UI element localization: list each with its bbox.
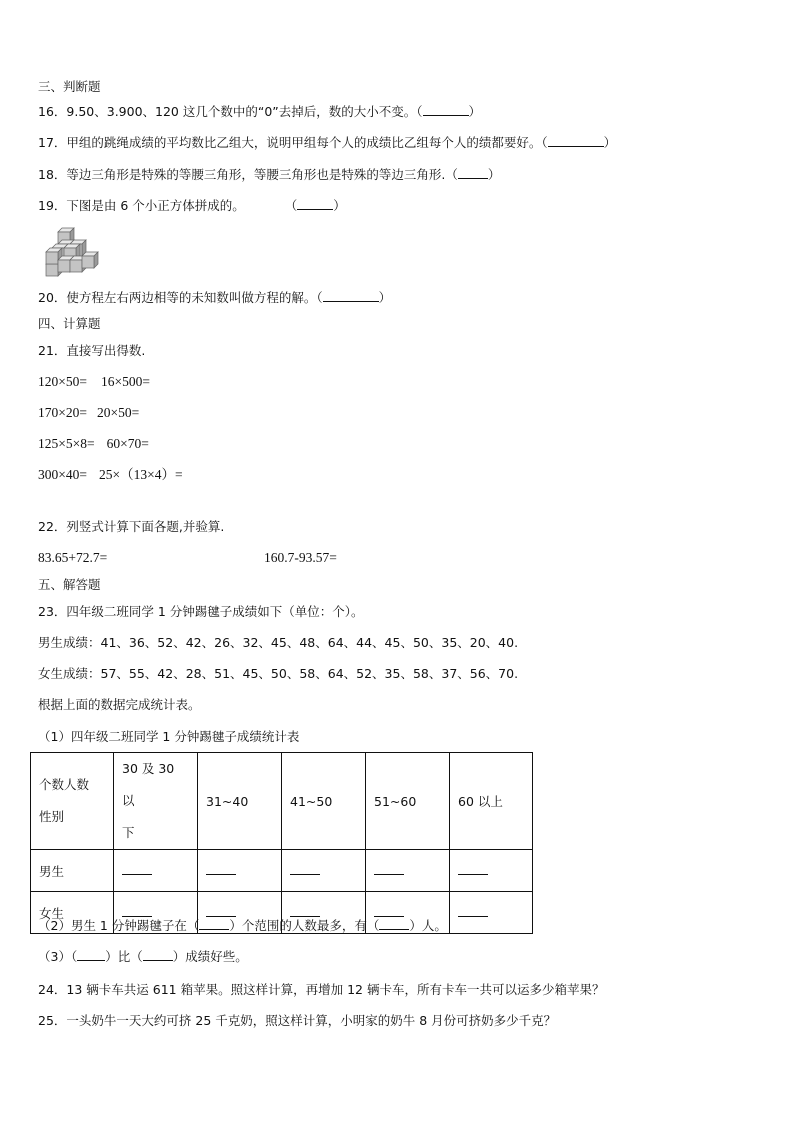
header-range-31-40: 31~40 <box>198 753 282 850</box>
question-23: 23．四年级二班同学 1 分钟踢毽子成绩如下（单位：个）。 <box>38 604 364 619</box>
corner-label-top: 个数人数 <box>39 777 90 792</box>
calc-row-4 <box>38 467 183 483</box>
fill-cell[interactable] <box>282 850 366 892</box>
question-20-text: 20．使方程左右两边相等的未知数叫做方程的解。（ <box>38 290 323 305</box>
calc-expr: 300×40= <box>38 467 87 482</box>
question-18-text: 18．等边三角形是特殊的等腰三角形，等腰三角形也是特殊的等边三角形.（ <box>38 167 458 182</box>
question-18 <box>38 167 500 183</box>
question-17 <box>38 135 616 151</box>
question-17-end: ） <box>603 135 617 150</box>
calc-expr: 120×50= <box>38 374 87 389</box>
calc-expr: 170×20= <box>38 405 87 420</box>
calc-row-2 <box>38 405 139 421</box>
cube-stack-figure <box>44 226 100 278</box>
header-range-60-above: 60 以上 <box>450 753 533 850</box>
table-title: （1）四年级二班同学 1 分钟踢毽子成绩统计表 <box>38 729 300 744</box>
boys-scores: 男生成绩：41、36、52、42、26、32、45、48、64、44、45、50、35、20、40. <box>38 635 519 650</box>
question-21: 21．直接写出得数. <box>38 343 146 358</box>
q23-3-part-b: ）比（ <box>105 949 143 964</box>
header-range-30-line2: 下 <box>122 825 135 840</box>
answer-blank-23-2-range[interactable] <box>199 918 229 930</box>
question-19-paren-close: ） <box>333 198 346 213</box>
question-16-end: ） <box>468 104 482 119</box>
header-range-30-line1: 30 及 30 以 <box>122 761 175 808</box>
corner-label-bottom: 性别 <box>39 809 65 824</box>
question-19-text: 19．下图是由 6 个小正方体拼成的。 <box>38 198 245 213</box>
calc-expr: 16×500= <box>100 374 150 389</box>
calc-expr: 60×70= <box>106 436 149 451</box>
question-16 <box>38 104 481 120</box>
answer-blank-23-2-count[interactable] <box>379 918 409 930</box>
question-22: 22．列竖式计算下面各题,并验算. <box>38 519 225 534</box>
answer-blank-20[interactable] <box>323 290 379 302</box>
header-range-30-below <box>114 753 198 850</box>
table-header-row <box>31 753 533 850</box>
question-17-text: 17．甲组的跳绳成绩的平均数比乙组大，说明甲组每个人的成绩比乙组每个人的绩都要好。（ <box>38 135 548 150</box>
question-23-2 <box>38 918 447 934</box>
q23-3-part-c: ）成绩好些。 <box>172 949 248 964</box>
answer-blank-16[interactable] <box>423 104 469 116</box>
q23-2-part-c: ）人。 <box>409 918 447 933</box>
question-19 <box>38 198 346 214</box>
fill-cell[interactable] <box>450 850 533 892</box>
row-label-girls: 女生 <box>31 892 114 934</box>
question-16-text: 16．9.50、3.900、120 这几个数中的“0”去掉后，数的大小不变。（ <box>38 104 423 119</box>
table-corner-cell <box>31 753 114 850</box>
fill-cell[interactable] <box>450 892 533 934</box>
header-range-41-50: 41~50 <box>282 753 366 850</box>
calc-expr: 125×5×8= <box>38 436 95 451</box>
section-title-judgement: 三、判断题 <box>38 79 101 94</box>
q23-2-part-b: ）个范围的人数最多，有（ <box>229 918 380 933</box>
q23-2-part-a: （2）男生 1 分钟踢毽子在（ <box>38 918 200 933</box>
q23-3-part-a: （3）（ <box>38 949 78 964</box>
vertical-calc-a: 83.65+72.7= <box>38 550 108 565</box>
fill-cell[interactable] <box>114 850 198 892</box>
instruction: 根据上面的数据完成统计表。 <box>38 697 201 712</box>
section-title-calculation: 四、计算题 <box>38 316 101 331</box>
answer-blank-19[interactable] <box>297 198 333 210</box>
table-row-boys <box>31 850 533 892</box>
calc-row-1 <box>38 374 150 390</box>
calc-expr: 25×（13×4）= <box>98 467 183 482</box>
calc-row-3 <box>38 436 149 452</box>
row-label-boys: 男生 <box>31 850 114 892</box>
girls-scores: 女生成绩：57、55、42、28、51、45、50、58、64、52、35、58、37、56、70. <box>38 666 519 681</box>
question-25: 25．一头奶牛一天大约可挤 25 千克奶，照这样计算，小明家的奶牛 8 月份可挤奶多少千克？ <box>38 1013 557 1028</box>
section-title-word-problems: 五、解答题 <box>38 577 101 592</box>
question-23-3 <box>38 949 248 965</box>
question-18-end: ） <box>487 167 501 182</box>
question-20-end: ） <box>378 290 392 305</box>
answer-blank-23-3-first[interactable] <box>77 949 105 961</box>
vertical-calc-b: 160.7-93.57= <box>264 550 337 565</box>
score-statistics-table <box>30 752 533 934</box>
question-20 <box>38 290 391 306</box>
header-range-51-60: 51~60 <box>366 753 450 850</box>
answer-blank-18[interactable] <box>458 167 488 179</box>
question-24: 24．13 辆卡车共运 611 箱苹果。照这样计算，再增加 12 辆卡车，所有卡车一共可以运多少箱苹果？ <box>38 982 605 997</box>
fill-cell[interactable] <box>366 850 450 892</box>
calc-expr: 20×50= <box>96 405 140 420</box>
fill-cell[interactable] <box>198 850 282 892</box>
answer-blank-23-3-second[interactable] <box>143 949 173 961</box>
answer-blank-17[interactable] <box>548 135 604 147</box>
question-19-paren-open: （ <box>284 198 298 213</box>
